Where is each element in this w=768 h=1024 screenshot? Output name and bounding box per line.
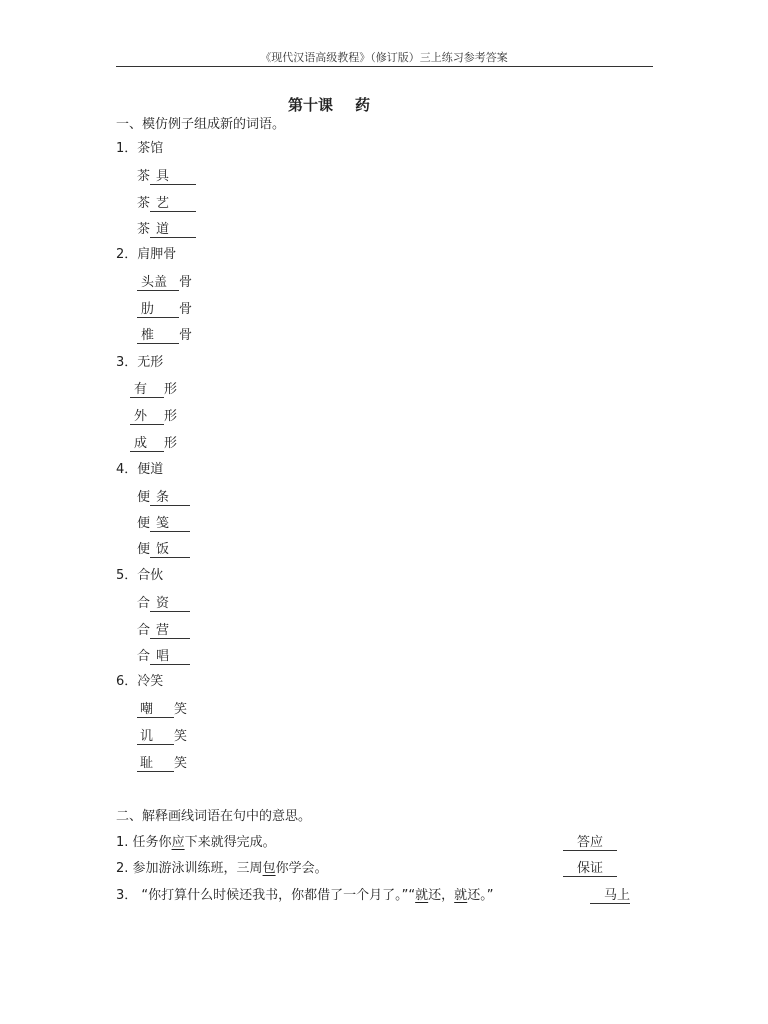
question-row: 2. 参加游泳训练班，三周包你学会。 [116, 861, 328, 876]
answer-blank: 具 [150, 169, 196, 185]
answer-blank: 讥 [137, 729, 174, 745]
answer-blank: 有 [130, 382, 164, 398]
answer-blank: 成 [130, 436, 164, 452]
question-row: 1. 任务你应下来就得完成。 [116, 835, 276, 850]
answer-blank: 椎 [137, 328, 179, 344]
list-item: 肋 骨 [137, 302, 192, 318]
list-item: 合 营 [137, 623, 190, 639]
page-header: 《现代汉语高级教程》（修订版）三上练习参考答案 [260, 51, 508, 64]
list-item: 茶 道 [137, 222, 196, 238]
group-label: 2．肩胛骨 [116, 247, 177, 262]
answer-blank: 嘲 [137, 702, 174, 718]
answer-blank: 道 [150, 222, 196, 238]
answer-value: 马上 [590, 888, 630, 904]
lesson-number: 第十课 [288, 96, 334, 114]
list-item: 耻 笑 [137, 756, 187, 772]
list-item: 便 饭 [137, 542, 190, 558]
answer-value: 保证 [563, 861, 617, 877]
answer-blank: 饭 [150, 542, 190, 558]
list-item: 头盖 骨 [137, 275, 192, 291]
question-row: 3． “你打算什么时候还我书，你都借了一个月了。”“就还，就还。” [116, 888, 494, 903]
group-label: 3．无形 [116, 355, 164, 370]
answer-blank: 条 [150, 490, 190, 506]
answer-blank: 资 [150, 596, 190, 612]
underlined-word: 包 [262, 861, 276, 876]
underlined-word: 应 [171, 835, 185, 850]
lesson-name: 药 [355, 96, 371, 114]
answer-value: 答应 [563, 835, 617, 851]
group-label: 1．茶馆 [116, 141, 164, 156]
list-item: 茶 艺 [137, 196, 196, 212]
group-label: 5．合伙 [116, 568, 164, 583]
underlined-word: 就 [454, 888, 468, 903]
list-item: 有 形 [130, 382, 177, 398]
group-label: 6．冷笑 [116, 674, 164, 689]
list-item: 便 笺 [137, 516, 190, 532]
answer-blank: 笺 [150, 516, 190, 532]
list-item: 合 唱 [137, 649, 190, 665]
header-rule [116, 66, 653, 67]
list-item: 讥 笑 [137, 729, 187, 745]
answer-blank: 外 [130, 409, 164, 425]
answer-blank: 头盖 [137, 275, 179, 291]
section1-heading: 一、模仿例子组成新的词语。 [116, 117, 286, 132]
lesson-title [288, 97, 370, 113]
list-item: 椎 骨 [137, 328, 192, 344]
list-item: 茶 具 [137, 169, 196, 185]
list-item: 成 形 [130, 436, 177, 452]
answer-blank: 艺 [150, 196, 196, 212]
list-item: 嘲 笑 [137, 702, 187, 718]
answer-blank: 唱 [150, 649, 190, 665]
list-item: 便 条 [137, 490, 190, 506]
list-item: 合 资 [137, 596, 190, 612]
answer-blank: 营 [150, 623, 190, 639]
section2-heading: 二、解释画线词语在句中的意思。 [116, 809, 312, 824]
answer-blank: 肋 [137, 302, 179, 318]
list-item: 外 形 [130, 409, 177, 425]
group-label: 4．便道 [116, 462, 164, 477]
underlined-word: 就 [415, 888, 429, 903]
answer-blank: 耻 [137, 756, 174, 772]
